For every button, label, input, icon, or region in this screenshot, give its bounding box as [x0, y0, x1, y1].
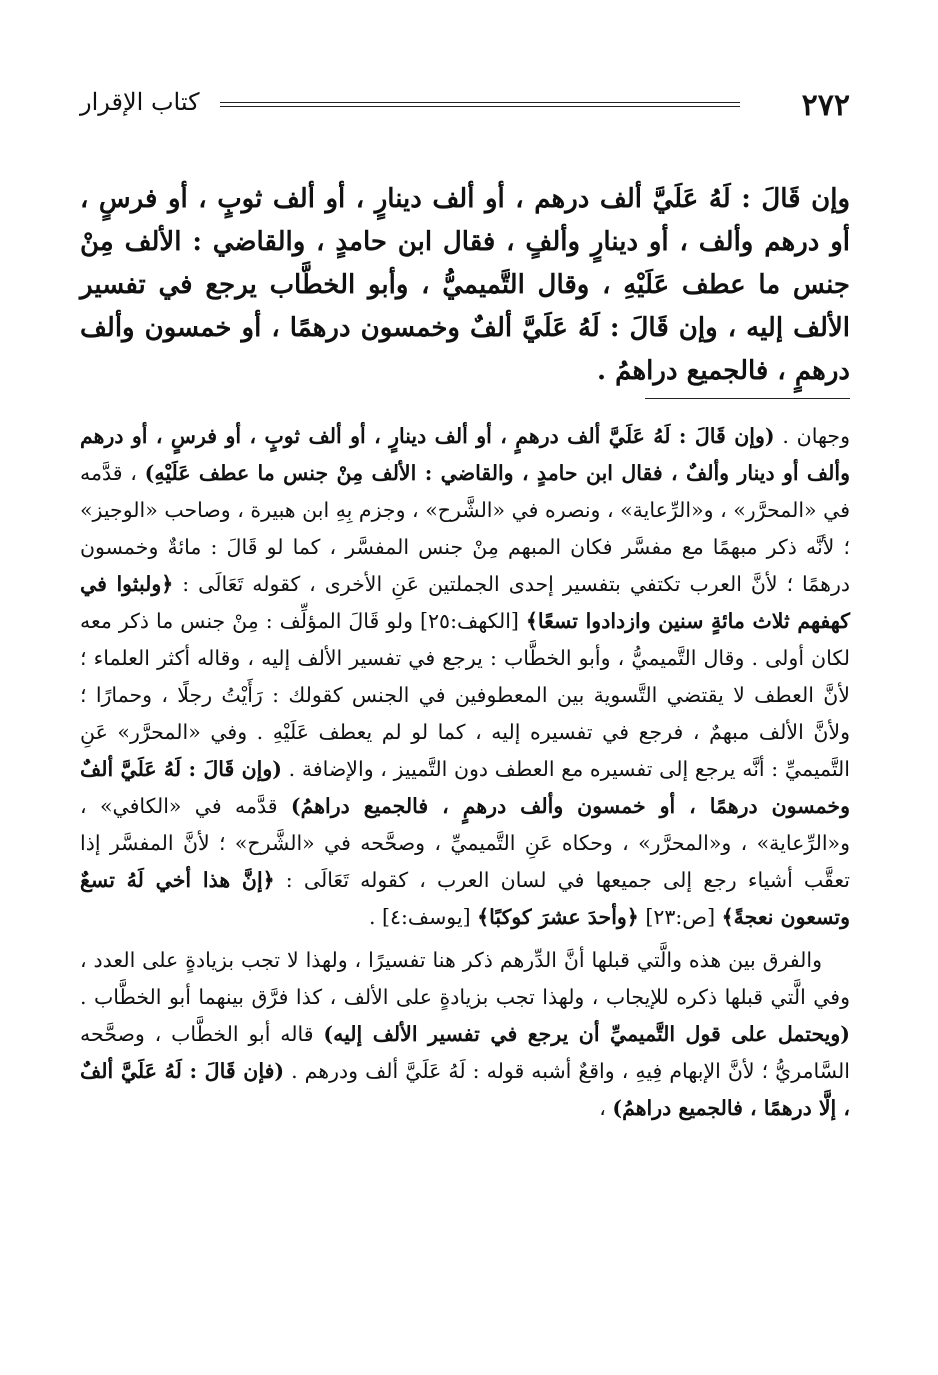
text-run: [الكهف:٢٥] ولو قَالَ المؤلِّف : مِنْ جنس ما ذكر معه لكان أولى . وقال التَّميميُّ ، وأبو الخطَّاب : يرجع في تفسير الألف إليه ، وقاله أكثر العلماء ؛ لأنَّ العطف لا يقتضي التَّسوية بين المعطوفين في الجنس كقولك : رَأَيْتُ رجلًا ، وحمارًا ؛ ولأنَّ الألف مبهمٌ ، فرجع في تفسيره إليه ، كما لو لم يعطف عَلَيْهِ . وفي «المحرَّر» عَنِ التَّميميِّ : أنَّه يرجع إلى تفسيره مع العطف دون التَّمييز ، والإضافة .: [80, 609, 851, 781]
text-run: [ص:٢٣]: [638, 905, 722, 929]
commentary: [80, 418, 850, 1127]
header-rule: [220, 102, 740, 107]
text-run: [يوسف:٤] .: [368, 905, 478, 929]
book-title: كتاب الإقرار: [80, 88, 200, 116]
text-run: ، قدَّمه في «المحرَّر» ، و«الرِّعاية» ، ونصره في «الشَّرح» ، وجزم بِهِ ابن هبيرة ، وصاحب «الوجيز» ؛ لأنَّه ذكر مبهمًا مع مفسَّر فكان المبهم مِنْ جنس المفسَّر ، كما لو قَالَ : مائةٌ وخمسون درهمًا ؛ لأنَّ العرب تكتفي بتفسير إحدى الجملتين عَنِ الأخرى ، كقوله تَعَالَى :: [80, 461, 850, 596]
text-run: قاله أبو الخطَّاب ، وصحَّحه السَّامريُّ ؛ لأنَّ الإبهام فِيهِ ، واقعٌ أشبه قوله : لَهُ عَلَيَّ ألف ودرهم .: [80, 1022, 850, 1083]
text-run-bold: (فإن قَالَ : لَهُ عَلَيَّ ألفٌ ، إلَّا درهمًا ، فالجميع دراهمُ): [80, 1059, 850, 1120]
commentary-paragraph-1: [80, 418, 850, 936]
text-run: والفرق بين هذه والَّتي قبلها أنَّ الدِّرهم ذكر هنا تفسيرًا ، ولهذا لا تجب بزيادةٍ على العدد ، وفي الَّتي قبلها ذكره للإيجاب ، ولهذا تجب بزيادةٍ على الألف ، كذا فرَّق بينهما أبو الخطَّاب .: [80, 948, 850, 1009]
quran-quote: ﴿إنَّ هذا أخي لَهُ تسعٌ وتسعون نعجةً﴾: [80, 868, 850, 929]
quran-quote: ﴿وأحدَ عشرَ كوكبًا﴾: [477, 905, 639, 929]
page-number: ٢٧٢: [801, 88, 850, 123]
text-run-bold: (وإن قَالَ : لَهُ عَلَيَّ ألفٌ وخمسون درهمًا ، أو خمسون وألف درهمٍ ، فالجميع دراهمُ): [80, 757, 850, 818]
section-divider: [645, 398, 850, 399]
page-header: [80, 88, 850, 128]
text-run-bold: (وإن قَالَ : لَهُ عَلَيَّ ألف درهمٍ ، أو ألف دينارٍ ، أو ألف ثوبٍ ، أو فرسٍ ، أو درهم وألف أو دينار وألفٌ ، فقال ابن حامدٍ ، والقاضي : الألف مِنْ جنس ما عطف عَلَيْهِ): [80, 424, 850, 485]
text-run-bold: (ويحتمل على قول التَّميميِّ أن يرجع في تفسير الألف إليه): [323, 1022, 850, 1046]
text-run: ،: [599, 1096, 613, 1120]
quran-quote: ﴿ولبثوا في كهفهم ثلاث مائةٍ سنين وازدادوا تسعًا﴾: [80, 572, 850, 633]
text-run: قدَّمه في «الكافي» ، و«الرِّعاية» ، و«المحرَّر» ، وحكاه عَنِ التَّميميِّ ، وصحَّحه في «الشَّرح» ؛ لأنَّ المفسَّر إذا تعقَّب أشياء رجع إلى جميعها في لسان العرب ، كقوله تَعَالَى :: [80, 794, 851, 892]
commentary-paragraph-2: [80, 942, 850, 1127]
matn-text: وإن قَالَ : لَهُ عَلَيَّ ألف درهم ، أو ألف دينارٍ ، أو ألف ثوبٍ ، أو فرسٍ ، أو درهم وألف ، أو دينارٍ وألفٍ ، فقال ابن حامدٍ ، والقاضي : الألف مِنْ جنس ما عطف عَلَيْهِ ، وقال التَّميميُّ ، وأبو الخطَّاب يرجع في تفسير الألف إليه ، وإن قَالَ : لَهُ عَلَيَّ ألفٌ وخمسون درهمًا ، أو خمسون وألف درهمٍ ، فالجميع دراهمُ .: [80, 184, 850, 386]
text-run: وجهان .: [774, 424, 850, 448]
